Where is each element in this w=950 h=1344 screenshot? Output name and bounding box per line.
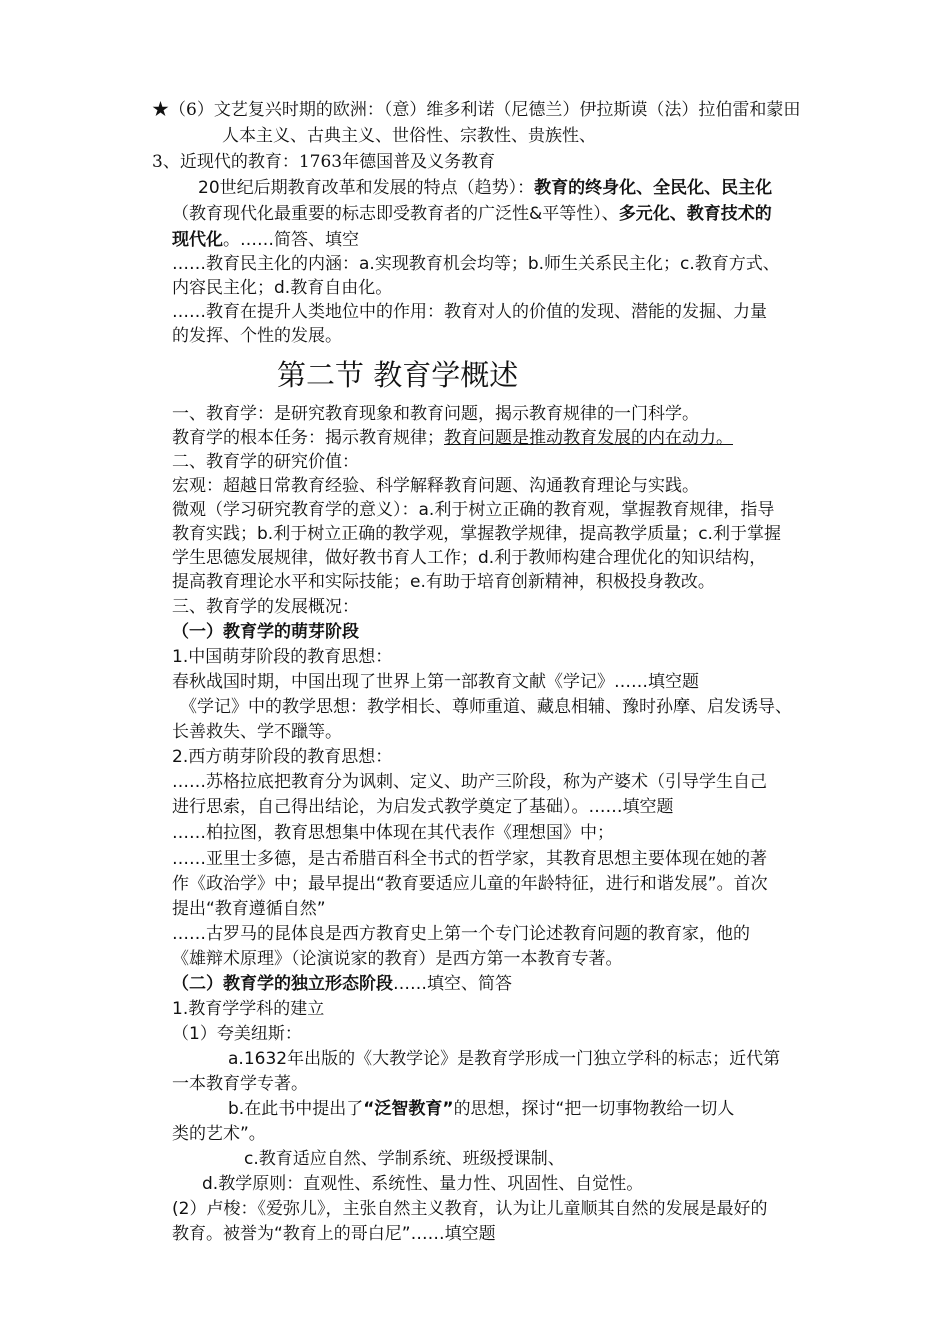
text-line: ★（6）文艺复兴时期的欧洲：（意）维多利诺（尼德兰）伊拉斯谟（法）拉伯雷和蒙田	[152, 100, 801, 120]
text-line: 微观（学习研究教育学的意义）：a.利于树立正确的教育观，掌握教育规律，指导	[172, 500, 775, 520]
text-line: 提出“教育遵循自然”	[172, 899, 326, 919]
bold-text: 多元化、教育技术的	[618, 204, 772, 224]
text-line: ……教育民主化的内涵：a.实现教育机会均等；b.师生关系民主化；c.教育方式、	[172, 254, 780, 274]
text-line: 进行思索，自己得出结论，为启发式教学奠定了基础）。……填空题	[172, 797, 674, 817]
text-line: 提高教育理论水平和实际技能；e.有助于培育创新精神，积极投身教改。	[172, 572, 715, 592]
text-line: (2）卢梭：《爱弥儿》，主张自然主义教育，认为让儿童顺其自然的发展是最好的	[172, 1199, 768, 1219]
text-line: （1）夸美纽斯：	[172, 1024, 302, 1044]
text-line	[228, 1098, 734, 1120]
text-span: 20世纪后期教育改革和发展的特点（趋势）：	[198, 178, 535, 198]
text-line: 作《政治学》中；最早提出“教育要适应儿童的年龄特征，进行和谐发展”。首次	[172, 874, 768, 894]
text-line: ……柏拉图，教育思想集中体现在其代表作《理想国》中；	[172, 823, 614, 843]
text-line: 内容民主化；d.教育自由化。	[172, 278, 393, 298]
text-line: 宏观：超越日常教育经验、科学解释教育问题、沟通教育理论与实践。	[172, 476, 699, 496]
text-line: 二、教育学的研究价值：	[172, 452, 359, 472]
text-span: ……填空、简答	[393, 974, 512, 994]
text-line: ……教育在提升人类地位中的作用：教育对人的价值的发现、潜能的发掘、力量	[172, 302, 767, 322]
text-span: 。……简答、填空	[223, 230, 359, 250]
text-line: 一、教育学：是研究教育现象和教育问题，揭示教育规律的一门科学。	[172, 404, 699, 424]
text-line: 人本主义、古典主义、世俗性、宗教性、贵族性、	[222, 126, 596, 146]
subsection-heading	[172, 973, 512, 995]
text-line: 长善救失、学不躐等。	[172, 722, 342, 742]
text-line: 1.教育学学科的建立	[172, 999, 325, 1019]
text-line: 《雄辩术原理》（论演说家的教育）是西方第一本教育专著。	[172, 949, 623, 969]
text-span: b.在此书中提出了	[228, 1099, 364, 1119]
underlined-text: 教育问题是推动教育发展的内在动力。	[444, 428, 733, 448]
text-line: ……古罗马的昆体良是西方教育史上第一个专门论述教育问题的教育家，他的	[172, 924, 750, 944]
text-line: ……苏格拉底把教育分为讽刺、定义、助产三阶段，称为产婆术（引导学生自己	[172, 772, 767, 792]
text-line: a.1632年出版的《大教学论》是教育学形成一门独立学科的标志；近代第	[228, 1049, 781, 1069]
bold-text: “泛智教育”	[363, 1099, 454, 1119]
text-line: c.教育适应自然、学制系统、班级授课制、	[244, 1149, 565, 1169]
text-span: （教育现代化最重要的标志即受教育者的广泛性&平等性）、	[172, 204, 619, 224]
text-line: 一本教育学专著。	[172, 1074, 308, 1094]
text-line: 三、教育学的发展概况：	[172, 597, 359, 617]
bold-text: 教育的终身化、全民化、民主化	[534, 178, 773, 198]
text-span: 教育学的根本任务：揭示教育规律；	[172, 428, 444, 448]
text-line: 春秋战国时期，中国出现了世界上第一部教育文献《学记》……填空题	[172, 672, 699, 692]
text-span: 的思想，探讨“把一切事物教给一切人	[453, 1099, 735, 1119]
text-line	[172, 427, 733, 449]
text-line	[198, 177, 772, 199]
text-line: 类的艺术”。	[172, 1124, 266, 1144]
text-line: 教育实践；b.利于树立正确的教学观，掌握教学规律，提高教学质量；c.利于掌握	[172, 524, 781, 544]
text-line: ……亚里士多德，是古希腊百科全书式的哲学家，其教育思想主要体现在她的著	[172, 849, 767, 869]
text-line: 《学记》中的教学思想：教学相长、尊师重道、藏息相辅、豫时孙摩、启发诱导、	[180, 697, 792, 717]
section-heading: 第二节 教育学概述	[277, 358, 519, 392]
text-line: 1.中国萌芽阶段的教育思想：	[172, 647, 393, 667]
text-line: 2.西方萌芽阶段的教育思想：	[172, 747, 393, 767]
text-line: 的发挥、个性的发展。	[172, 326, 342, 346]
bold-text: （二）教育学的独立形态阶段	[172, 974, 393, 994]
text-line: d.教学原则：直观性、系统性、量力性、巩固性、自觉性。	[202, 1174, 644, 1194]
bold-text: 现代化	[172, 230, 223, 250]
text-line: 学生思德发展规律，做好教书育人工作；d.利于教师构建合理优化的知识结构，	[172, 548, 767, 568]
text-line	[172, 229, 359, 251]
subsection-heading: （一）教育学的萌芽阶段	[172, 622, 359, 642]
text-line: 3、近现代的教育：1763年德国普及义务教育	[152, 152, 496, 172]
text-line	[172, 203, 772, 225]
text-line: 教育。被誉为“教育上的哥白尼”……填空题	[172, 1224, 496, 1244]
